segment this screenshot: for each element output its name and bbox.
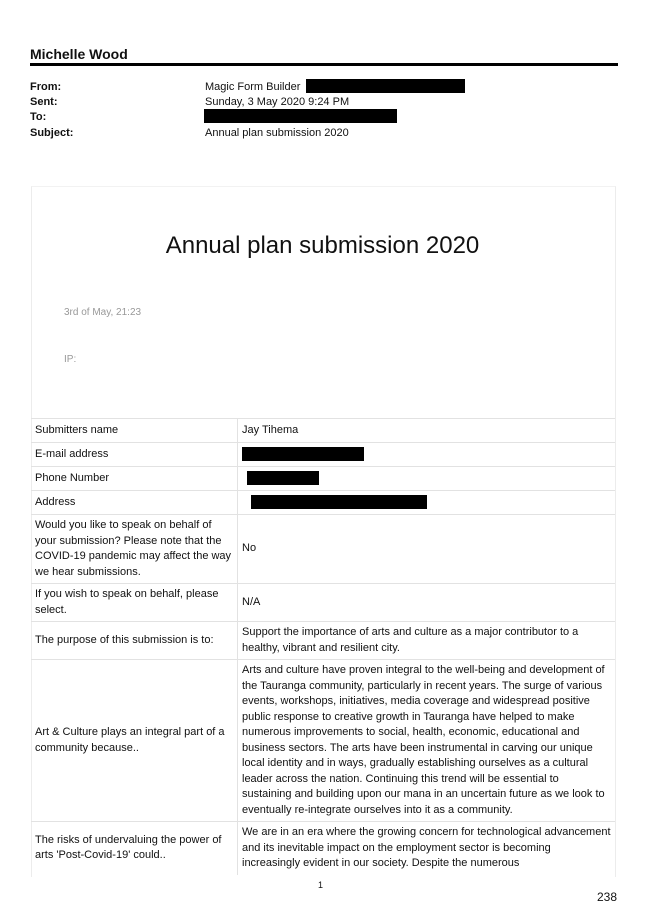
subject-label: Subject: (30, 127, 74, 139)
table-row (31, 491, 615, 515)
ip-label: IP: (64, 354, 77, 365)
sent-value: Sunday, 3 May 2020 9:24 PM (205, 96, 350, 108)
table-row (31, 419, 615, 443)
row-question: The risks of undervaluing the power of arts 'Post-Covid-19' could.. (31, 822, 238, 875)
redaction-from-email (306, 79, 465, 93)
row-question: Address (31, 491, 238, 515)
redaction-phone (247, 471, 319, 485)
redaction-email (242, 447, 364, 461)
from-label: From: (30, 81, 62, 93)
redaction-address (251, 495, 427, 509)
table-row (31, 622, 615, 660)
subject-value: Annual plan submission 2020 (205, 127, 349, 139)
sent-label: Sent: (30, 96, 58, 108)
from-value: Magic Form Builder (205, 81, 301, 93)
form-title: Annual plan submission 2020 (165, 232, 480, 259)
row-answer: Support the importance of arts and culture as a major contributor to a healthy, vibrant and resilient city. (238, 622, 616, 660)
row-question: If you wish to speak on behalf, please select. (31, 584, 238, 622)
sender-name: Michelle Wood (30, 46, 128, 62)
row-answer: N/A (238, 584, 616, 622)
submission-table (31, 418, 615, 875)
row-answer: No (238, 515, 616, 584)
document-page-number: 238 (596, 890, 617, 904)
table-row (31, 660, 615, 822)
row-answer: We are in an era where the growing concern for technological advancement and its inevitable impact on the employment sector is becoming increasingly evident in our society. Despite the numerous (238, 822, 616, 875)
table-row (31, 467, 615, 491)
header-rule (30, 63, 618, 66)
row-answer: Arts and culture have proven integral to the well-being and development of the Tauranga community, particularly in recent years. The surge of various events, workshops, initiatives, media coverage and widespread positive public response to creative growth in Tauranga have helped to make numerous improvements to social, health, economic, educational and business sectors. The arts have been instrumental in carving our unique local identity and in ways, gradually establishing ourselves as a cultural leader across the nation. Continuing this trend will be essential to sustaining and building upon our mana in an uncertain future as we look to eventually re-integrate ourselves into it as a community. (238, 660, 616, 822)
submission-timestamp: 3rd of May, 21:23 (64, 307, 142, 318)
redaction-to (204, 109, 397, 123)
row-answer (238, 491, 616, 515)
row-answer: Jay Tihema (238, 419, 616, 443)
row-question: Would you like to speak on behalf of your submission? Please note that the COVID-19 pandemic may affect the way we hear submissions. (31, 515, 238, 584)
table-row (31, 822, 615, 875)
to-label: To: (30, 111, 47, 123)
table-row (31, 443, 615, 467)
row-question: The purpose of this submission is to: (31, 622, 238, 660)
row-answer (238, 443, 616, 467)
row-question: Phone Number (31, 467, 238, 491)
row-question: Art & Culture plays an integral part of a community because.. (31, 660, 238, 822)
page-number: 1 (318, 880, 324, 890)
row-question: E-mail address (31, 443, 238, 467)
row-answer (238, 467, 616, 491)
table-row (31, 515, 615, 584)
row-question: Submitters name (31, 419, 238, 443)
table-row (31, 584, 615, 622)
